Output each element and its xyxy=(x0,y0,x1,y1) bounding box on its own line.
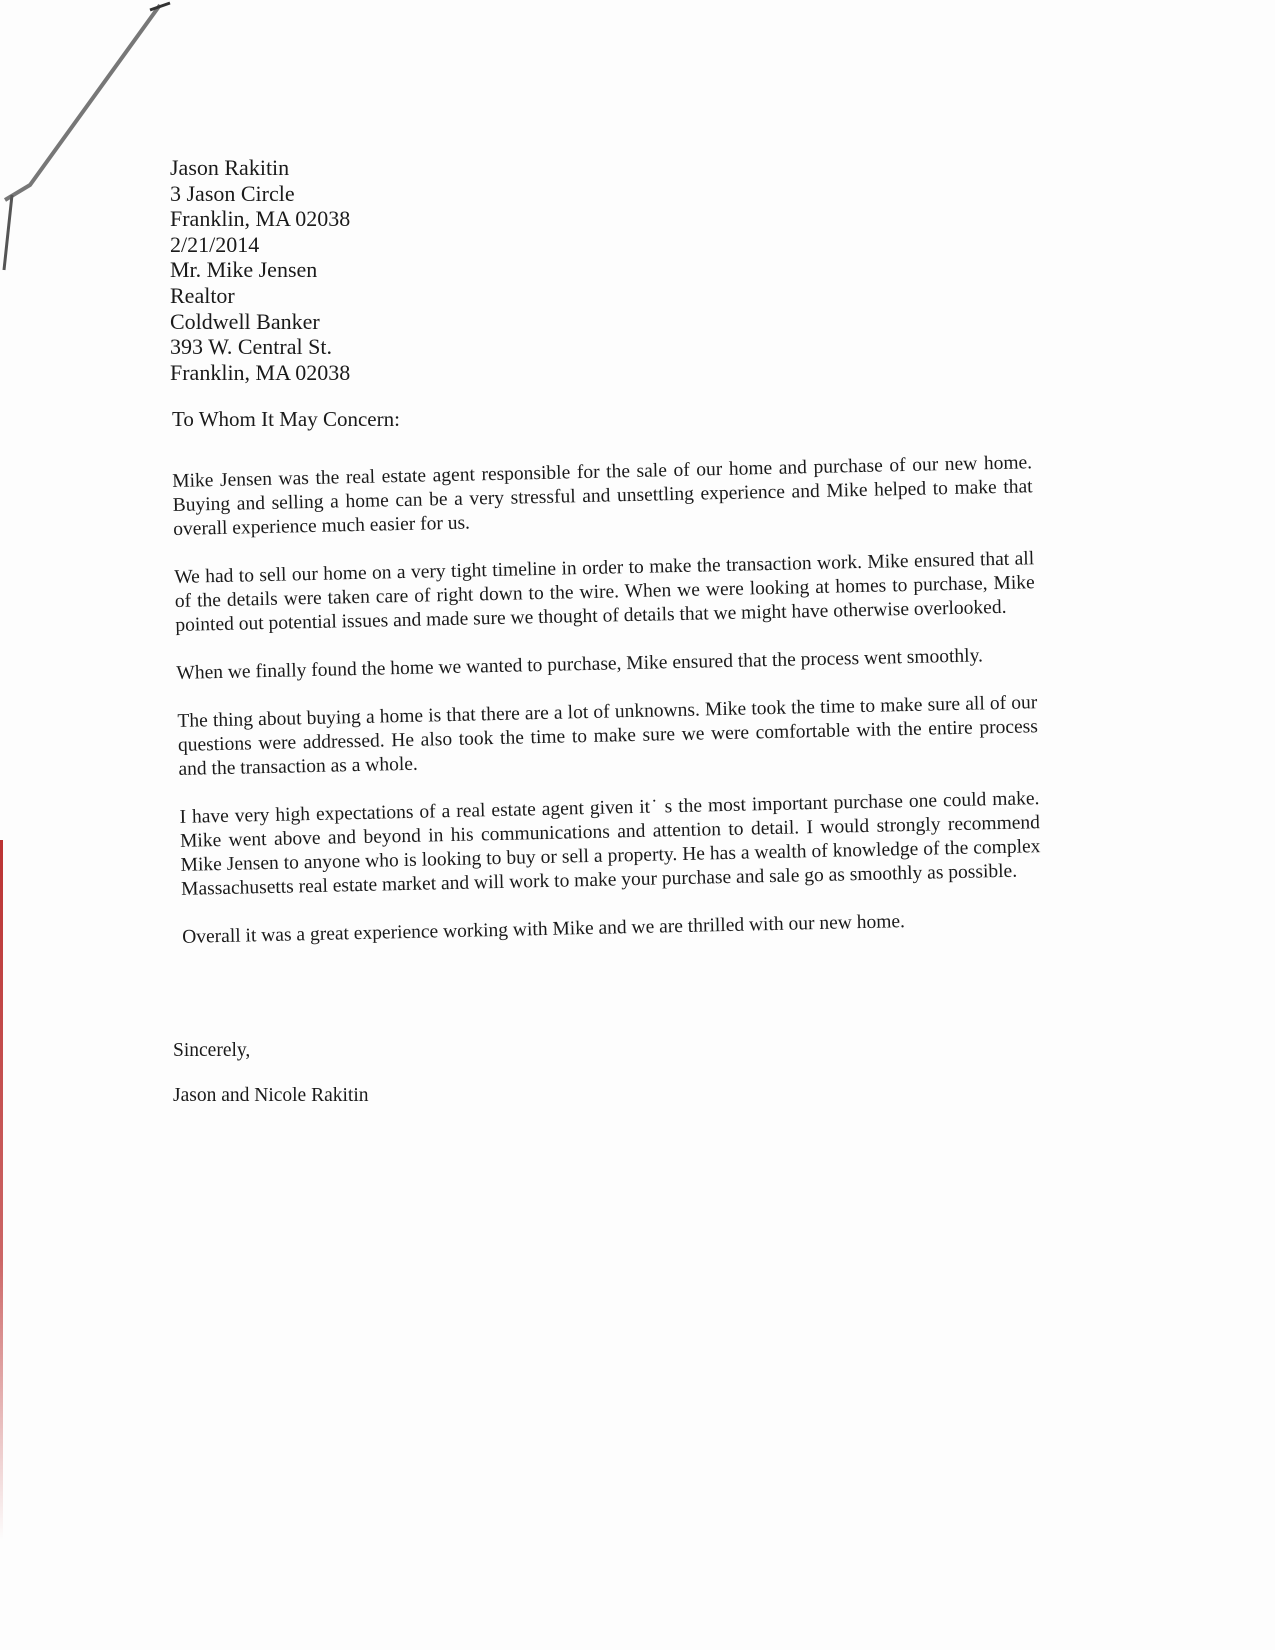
letter-date: 2/21/2014 xyxy=(170,231,260,257)
paragraph: Mike Jensen was the real estate agent responsible for the sale of our home and purchase of our new home. Buying and selling a home can be a very stressful and unsettling experience and Mike helped to make that overall experience much easier for us. xyxy=(172,452,1033,540)
recipient-company: Coldwell Banker xyxy=(170,308,320,334)
recipient-street: 393 W. Central St. xyxy=(170,334,332,360)
closing: Sincerely, xyxy=(173,1040,251,1061)
scan-edge xyxy=(0,840,3,1540)
salutation: To Whom It May Concern: xyxy=(172,407,400,431)
address-block xyxy=(170,155,350,385)
sender-name: Jason Rakitin xyxy=(170,155,290,180)
paragraph: I have very high expectations of a real estate agent given it˙ s the most important purchase one could make. Mike went above and beyond in his communications and attention to detail. I would strongly recommend Mike Jensen to anyone who is looking to buy or sell a property. He has a wealth of knowledge of the complex Massachusetts real estate market and will work to make your purchase and sale go as smoothly as possible. xyxy=(179,788,1041,900)
paragraph: When we finally found the home we wanted to purchase, Mike ensured that the process went smoothly. xyxy=(176,645,984,684)
sender-city: Franklin, MA 02038 xyxy=(170,206,351,232)
sender-street: 3 Jason Circle xyxy=(170,180,295,206)
recipient-name: Mr. Mike Jensen xyxy=(170,257,318,283)
paragraph: We had to sell our home on a very tight timeline in order to make the transaction work. Mike ensured that all of the details were taken care of right down to the wire. When we were looking at homes to purchase, Mike pointed out potential issues and made sure we thought of details that we might have otherwise overlooked. xyxy=(174,548,1035,636)
signature-name: Jason and Nicole Rakitin xyxy=(173,1085,369,1106)
recipient-title: Realtor xyxy=(170,282,235,308)
page-fold-mark xyxy=(0,0,180,280)
paragraph: Overall it was a great experience working with Mike and we are thrilled with our new home. xyxy=(181,911,906,948)
letter-body xyxy=(172,451,1043,974)
recipient-city: Franklin, MA 02038 xyxy=(170,359,351,385)
paragraph: The thing about buying a home is that there are a lot of unknowns. Mike took the time to make sure all of our questions were addressed. He also took the time to make sure we were comfortable with the entire process and the transaction as a whole. xyxy=(177,692,1039,780)
